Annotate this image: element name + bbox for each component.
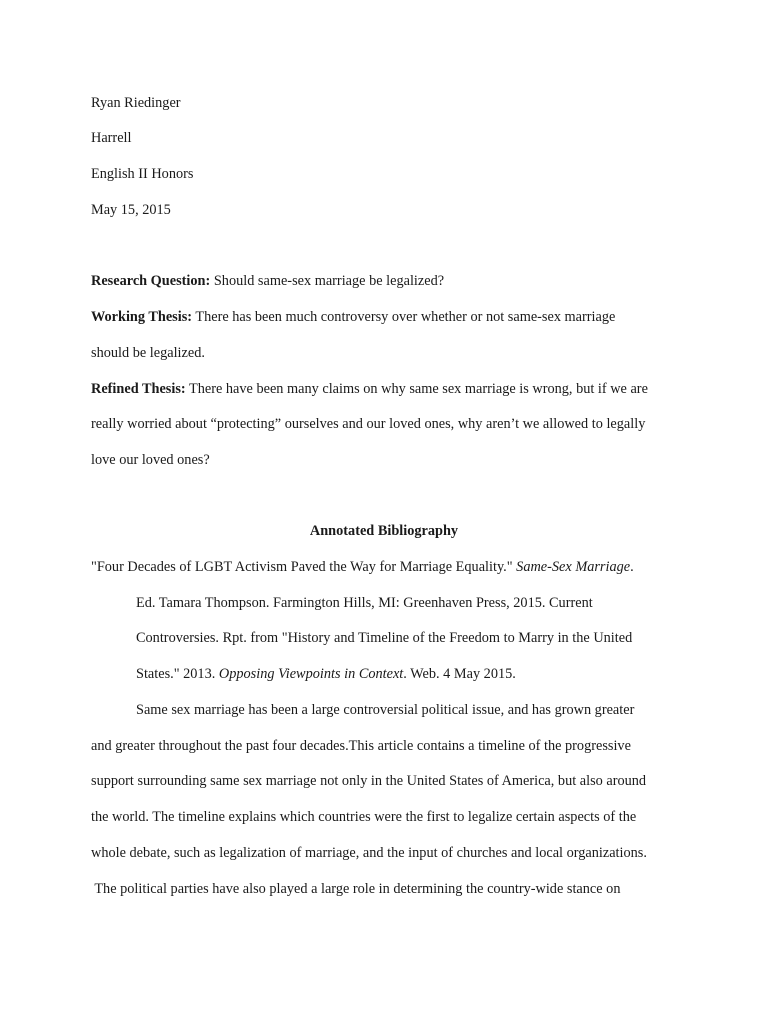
- research-question-label: Research Question:: [91, 273, 211, 289]
- refined-thesis-label: Refined Thesis:: [91, 381, 186, 397]
- teacher-name: Harrell: [91, 130, 132, 146]
- working-thesis-text: There has been much controversy over whether or not same-sex marriage: [192, 309, 616, 325]
- working-thesis-label: Working Thesis:: [91, 309, 193, 325]
- document-date: May 15, 2015: [91, 202, 171, 218]
- refined-thesis-text: There have been many claims on why same sex marriage is wrong, but if we are: [185, 381, 648, 397]
- author-name: Ryan Riedinger: [91, 95, 181, 111]
- citation-line-4: States." 2013. Opposing Viewpoints in Context. Web. 4 May 2015.: [136, 666, 516, 682]
- annotation-line: The political parties have also played a large role in determining the country-wide stance on: [91, 881, 621, 897]
- refined-thesis-line-3: love our loved ones?: [91, 452, 210, 468]
- annotation-line: whole debate, such as legalization of marriage, and the input of churches and local organizations.: [91, 845, 647, 861]
- citation-line-2: Ed. Tamara Thompson. Farmington Hills, MI: Greenhaven Press, 2015. Current: [136, 595, 593, 611]
- citation-line-1: "Four Decades of LGBT Activism Paved the Way for Marriage Equality." Same-Sex Marriage.: [91, 559, 634, 575]
- annotation-line: support surrounding same sex marriage not only in the United States of America, but also around: [91, 773, 647, 789]
- working-thesis-line-2: should be legalized.: [91, 345, 205, 361]
- citation-line-3: Controversies. Rpt. from "History and Timeline of the Freedom to Marry in the United: [136, 630, 633, 646]
- refined-thesis-line-2: really worried about “protecting” ourselves and our loved ones, why aren’t we allowed to legally: [91, 416, 646, 432]
- refined-thesis: [91, 380, 648, 398]
- citation-book-title: Same-Sex Marriage: [516, 559, 631, 575]
- annotation-line: the world. The timeline explains which countries were the first to legalize certain aspects of the: [91, 809, 637, 825]
- bibliography-heading: Annotated Bibliography: [309, 523, 459, 539]
- working-thesis: [91, 308, 615, 326]
- annotation-line: Same sex marriage has been a large controversial political issue, and has grown greater: [136, 702, 635, 718]
- research-question-text: Should same-sex marriage be legalized?: [210, 273, 445, 289]
- course-name: English II Honors: [91, 166, 194, 182]
- citation-database-title: Opposing Viewpoints in Context: [218, 666, 404, 682]
- research-question: [91, 272, 444, 290]
- annotation-line: and greater throughout the past four decades.This article contains a timeline of the progressive: [91, 738, 631, 754]
